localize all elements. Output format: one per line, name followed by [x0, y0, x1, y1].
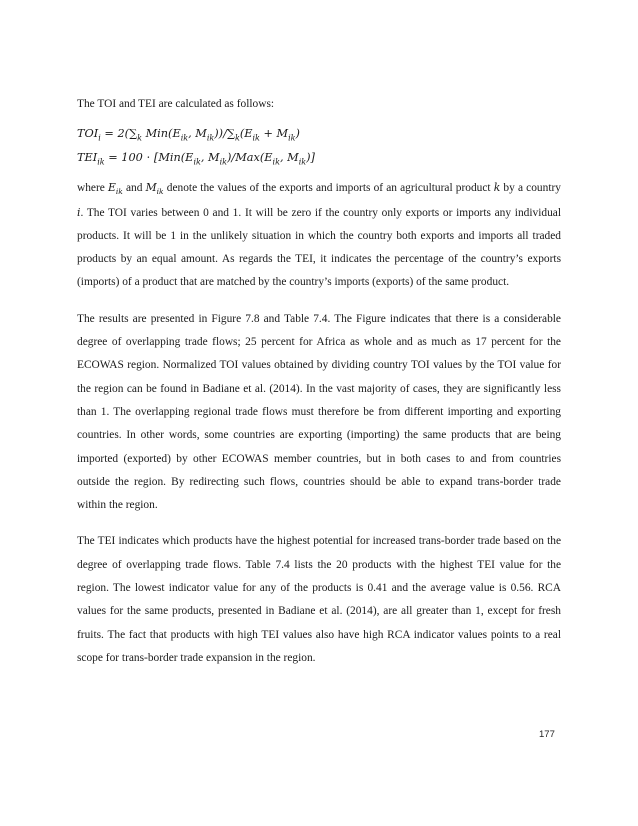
page-body — [77, 93, 561, 683]
paragraph-tei: The TEI indicates which products have the highest potential for increased trans-border trade based on the degree of overlapping trade flows. Table 7.4 lists the 20 products with the highest TEI value for the region. The lowest indicator value for any of the products is 0.41 and the average value is 0.56. RCA values for the same products, presented in Badiane et al. (2014), are all greater than 1, except for fresh fruits. The fact that products with high TEI values also have high RCA indicator values points to a real scope for trans-border trade expansion in the region. — [77, 535, 561, 664]
paragraph-results: The results are presented in Figure 7.8 and Table 7.4. The Figure indicates that there is a considerable degree of overlapping trade flows; 25 percent for Africa as whole and as much as 17 percent for the ECOWAS region. Normalized TOI values obtained by dividing country TOI values by the TOI value for the region can be found in Badiane et al. (2014). In the vast majority of cases, they are significantly less than 1. The overlapping regional trade flows must therefore be from different importing and exporting countries. In other words, some countries are exporting (importing) the same products that are being imported (exported) by other ECOWAS member countries, but in both cases to and from countries outside the region. By redirecting such flows, countries should be able to expand trans-border trade within the region. — [77, 312, 561, 512]
intro-text: The TOI and TEI are calculated as follows: — [77, 98, 275, 110]
tei-equation: 𝑇𝐸𝐼$_{𝑖𝑘}$ = 100 ⋅ [𝑀𝑖𝑛(𝐸$_{𝑖𝑘}$, 𝑀$_{𝑖𝑘}$)/𝑀𝑎𝑥(𝐸$_{𝑖𝑘}$, 𝑀$_{𝑖𝑘}$)] — [77, 151, 315, 167]
toi-equation: 𝑇𝑂𝐼$_𝑖$ = $2(\sum_𝑘$ 𝑀𝑖𝑛(𝐸$_{𝑖𝑘}$, $𝑀_{𝑖𝑘}))/\sum_𝑘(𝐸_{𝑖𝑘}$ + 𝑀$_{𝑖𝑘}$) — [77, 127, 300, 143]
page-number: 177 — [539, 729, 555, 740]
paragraph-definitions: where 𝐸$_{𝑖𝑘}$ and 𝑀$_{𝑖𝑘}$ denote the values of the exports and imports of an agricultural product 𝑘 by a country 𝑖. The TOI varies between 0 and 1. It will be zero if the country only exports or imports any individual products. It will be 1 in the unlikely situation in which the country both exports and imports all traded products by an equal amount. As regards the TEI, it indicates the percentage of the country’s exports (imports) of a product that are matched by the country’s imports (exports) of the same product. — [77, 181, 561, 289]
